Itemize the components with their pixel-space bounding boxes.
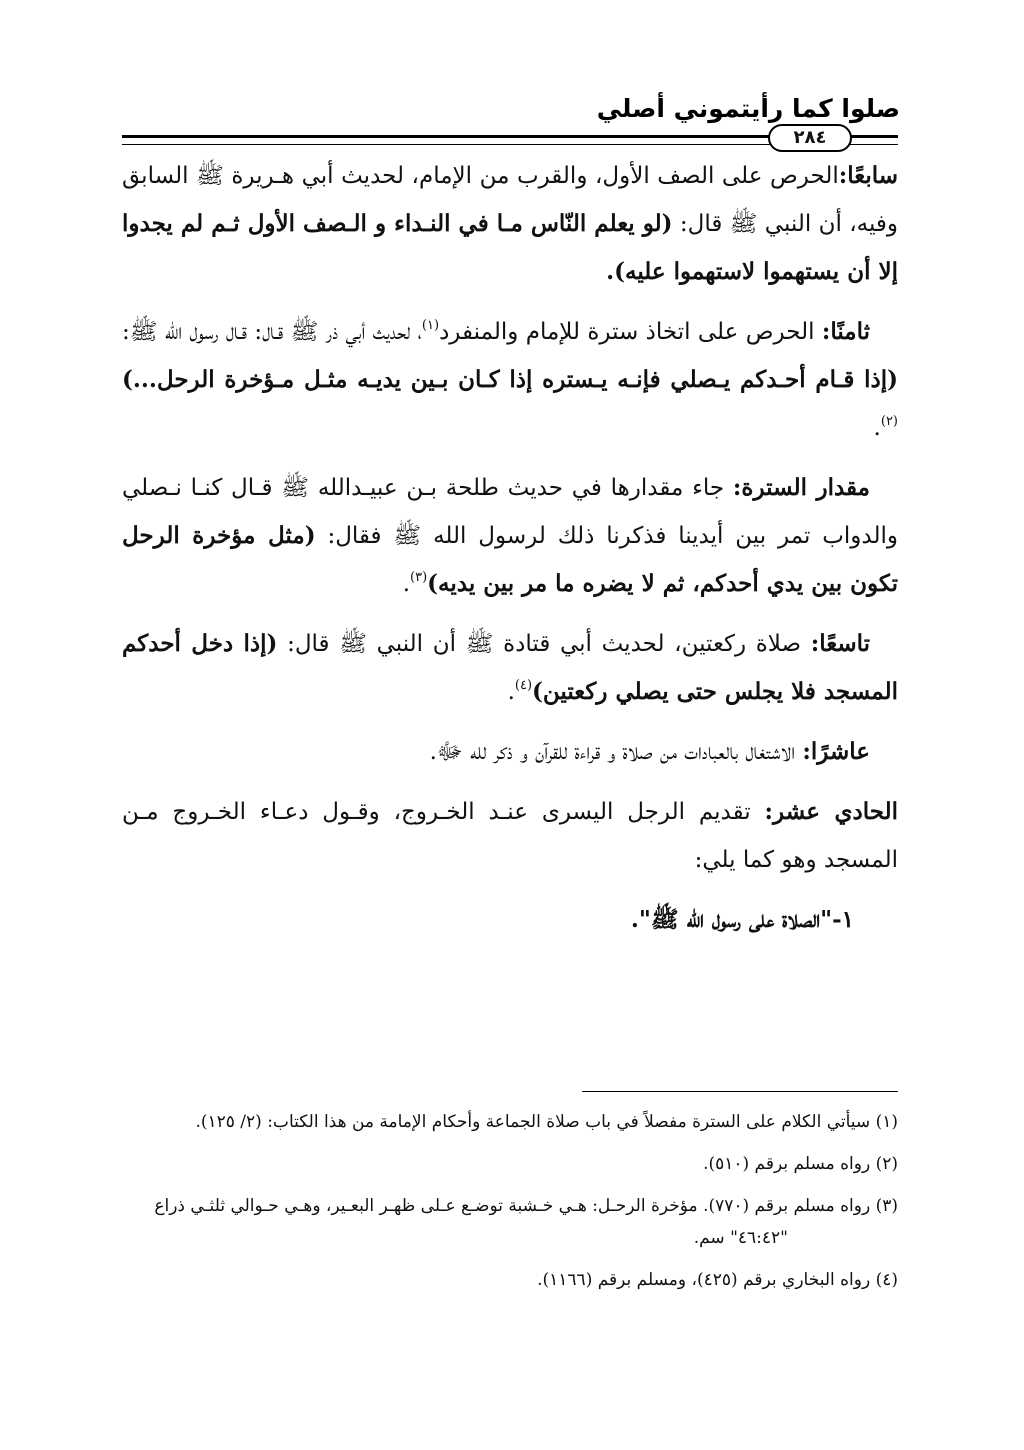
footnote-text: (٣) رواه مسلم برقم (٧٧٠). مؤخرة الرحـل: هـي خـشبة توضـع عـلى ظهـر البعـير، وهـي حـوالي ثلثـي ذراع [154, 1196, 898, 1216]
paragraph-eleventh [122, 788, 898, 884]
footnote-ref: (٢) [880, 414, 898, 429]
paragraph-tail: . [507, 679, 515, 705]
paragraph-tail: . [873, 415, 881, 441]
paragraph-text: الحرص على اتخاذ سترة للإمام والمنفرد [439, 319, 822, 345]
paragraph-tenth [122, 728, 898, 776]
footnote-continuation: "٤٦:٤٢" سم. [693, 1228, 788, 1248]
paragraph-text: تقديم الرجل اليسرى عنـد الخـروج، وقـول دعـاء الخـروج مـن المسجد وهو كما يلي: [122, 799, 898, 873]
paragraph-text: ، لحديث أبي ذر ﷺ قـال: قـال رسول الله ﷺ: [122, 319, 422, 345]
footnote-1: (١) سيأتي الكلام على السترة مفصلاً في باب صلاة الجماعة وأحكام الإمامة من هذا الكتاب: (٢/ ١٢٥). [195, 1112, 898, 1132]
hadith-quote: (مثل مؤخرة الرحل تكون بين يدي أحدكم، ثم لا يضره ما مر بين يديه) [122, 522, 898, 597]
paragraph-lead: مقدار السترة: [732, 474, 871, 501]
paragraph-text: الاشتغال بالعبادات من صلاة و قراءة للقرآن و ذكر لله ﷻ. [429, 739, 803, 765]
hadith-quote: (إذا قـام أحـدكم يـصلي فإنـه يـستره إذا كـان بـين يديـه مثـل مـؤخرة الرحل...) [122, 366, 898, 393]
paragraph-eighth [122, 308, 898, 452]
paragraph-lead: سابعًا: [838, 162, 898, 189]
paragraph-text: صلاة ركعتين، لحديث أبي قتادة ﷺ أن النبي ﷺ قال: [277, 631, 811, 657]
paragraph-ninth [122, 620, 898, 716]
footnotes [122, 1106, 898, 1306]
footnote-rule [582, 1091, 898, 1092]
running-title: صلوا كما رأيتموني أصلي [596, 94, 900, 123]
paragraph-lead: تاسعًا: [810, 630, 870, 657]
paragraph-sutra-size [122, 464, 898, 608]
paragraph-seventh [122, 152, 898, 296]
paragraph-lead: الحادي عشر: [764, 798, 898, 825]
list-item: ١-"الصلاة على رسول الله ﷺ". [630, 906, 854, 933]
footnote-3 [122, 1190, 898, 1254]
footnote-ref: (١) [421, 318, 440, 333]
paragraph-lead: عاشرًا: [802, 738, 870, 765]
paragraph-text: الحرص على الصف الأول، والقرب من الإمام، لحديث أبي هـريرة ﷺ السابق وفيه، أن النبي ﷺ قال: [122, 163, 898, 237]
body-text [122, 152, 898, 956]
footnote-ref: (٣) [410, 570, 428, 585]
paragraph-text: جاء مقدارها في حديث طلحة بـن عبيـدالله ﷺ قـال كنـا نـصلي والدواب تمر بين أيدينا فذكرنا ذلك لرسول الله ﷺ فقال: [122, 475, 898, 549]
paragraph-lead: ثامنًا: [821, 318, 871, 345]
hadith-quote: (إذا دخل أحدكم المسجد فلا يجلس حتى يصلي ركعتين) [122, 630, 898, 705]
footnote-ref: (٤) [514, 678, 533, 693]
hadith-quote: (لو يعلم النّاس مـا في النـداء و الـصف الأول ثـم لم يجدوا إلا أن يستهموا لاستهموا عليه). [122, 210, 898, 285]
footnote-2: (٢) رواه مسلم برقم (٥١٠). [703, 1154, 898, 1174]
page-number: ٢٨٤ [768, 124, 852, 152]
paragraph-tail: . [402, 571, 411, 597]
footnote-4: (٤) رواه البخاري برقم (٤٢٥)، ومسلم برقم (١١٦٦). [537, 1270, 898, 1290]
